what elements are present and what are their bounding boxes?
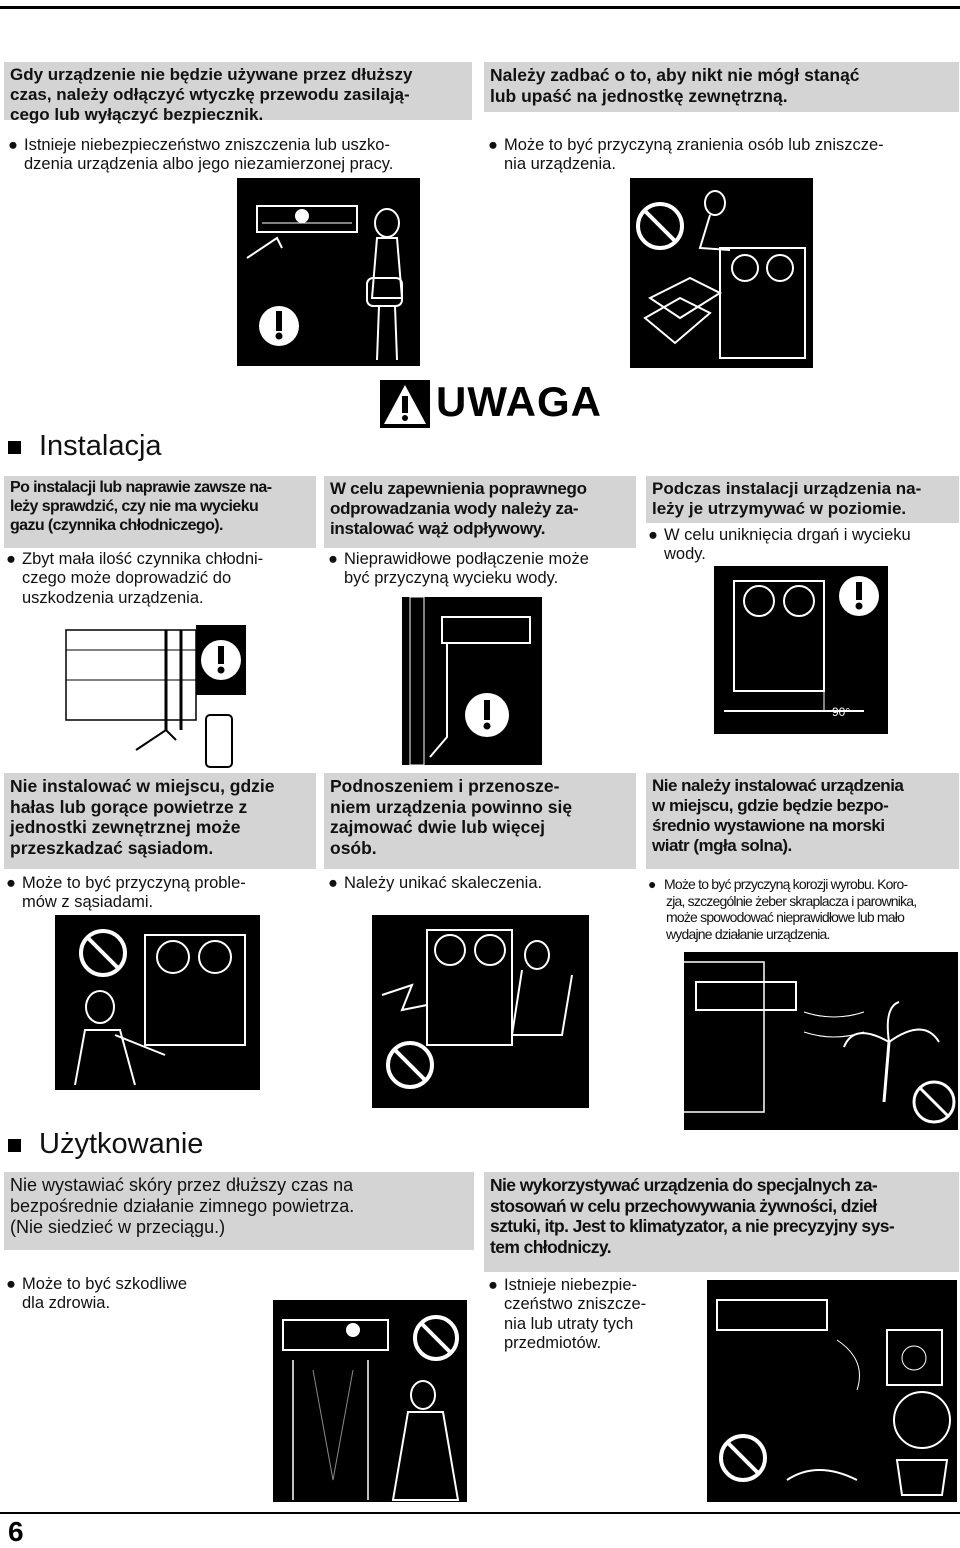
heading-line: bezpośrednie działanie zimnego powietrza. xyxy=(10,1196,355,1217)
heading-line: stosowań w celu przechowywania żywności, dzieł xyxy=(490,1195,877,1216)
bullet-dot: ● xyxy=(328,874,338,892)
warning-box-lifting xyxy=(324,773,636,869)
illustration-sea-wind xyxy=(684,952,958,1130)
bullet-dot: ● xyxy=(6,874,16,892)
bullet-line: nia lub utraty tych xyxy=(504,1314,634,1333)
heading-line: jednostki zewnętrznej może xyxy=(10,817,241,838)
section-title-text: Użytkowanie xyxy=(39,1128,204,1160)
heading-line: w miejscu, gdzie będzie bezpo- xyxy=(652,796,889,816)
section-title-installation xyxy=(8,430,162,463)
page-number: 6 xyxy=(8,1516,24,1547)
bullet-line: zja, szczególnie żeber skraplacza i parownika, xyxy=(666,892,917,909)
bullet-dot: ● xyxy=(488,136,498,154)
heading-line: Podczas instalacji urządzenia na- xyxy=(652,479,922,498)
heading-line: średnio wystawione na morski xyxy=(652,816,885,836)
bullet-line: Istnieje niebezpie- xyxy=(504,1276,637,1294)
bullet-no-standing xyxy=(488,136,884,175)
bullet-special-use xyxy=(488,1276,646,1354)
illustration-drain-hose xyxy=(402,597,542,765)
heading-line: wiatr (mgła solna). xyxy=(652,836,792,856)
illustration-special-use xyxy=(707,1280,957,1502)
bullet-neighbors xyxy=(6,874,246,913)
heading-line: Nie instalować w miejscu, gdzie xyxy=(10,776,275,796)
bullet-line: Może to być przyczyną proble- xyxy=(22,874,246,892)
illustration-unplug xyxy=(237,178,420,366)
bullet-line: Może to być przyczyną korozji wyrobu. Koro- xyxy=(664,876,908,892)
heading-line: hałas lub gorące powietrze z xyxy=(10,796,248,817)
illustration-lifting xyxy=(372,915,589,1108)
section-title-usage xyxy=(8,1128,203,1161)
section-square-icon xyxy=(8,1139,21,1152)
bullet-line: Istnieje niebezpieczeństwo zniszczenia lub uszko- xyxy=(24,136,390,154)
bullet-dot: ● xyxy=(488,1276,498,1294)
bullet-line: Należy unikać skaleczenia. xyxy=(344,874,543,892)
illustration-neighbors xyxy=(55,915,260,1090)
bullet-line: Nieprawidłowe podłączenie może xyxy=(344,550,589,568)
warning-box-level xyxy=(646,476,959,523)
heading-line: sztuki, itp. Jest to klimatyzator, a nie precyzyjny sys- xyxy=(490,1216,895,1237)
heading-line: odprowadzania wody należy za- xyxy=(330,499,579,519)
warning-box-sea-wind xyxy=(646,773,959,869)
bullet-dot: ● xyxy=(8,136,18,154)
heading-line: lub upaść na jednostkę zewnętrzną. xyxy=(490,85,788,106)
heading-line: Nie wykorzystywać urządzenia do specjalnych za- xyxy=(490,1175,878,1195)
heading-line: przeszkadzać sąsiadom. xyxy=(10,837,214,858)
top-rule xyxy=(0,6,960,9)
bullet-line: czeństwo zniszcze- xyxy=(504,1295,647,1314)
bullet-dot: ● xyxy=(648,526,658,544)
heading-line: Podnoszeniem i przenosze- xyxy=(330,776,560,796)
section-square-icon xyxy=(8,441,21,454)
heading-line: zajmować dwie lub więcej xyxy=(330,817,545,838)
bullet-line: nia urządzenia. xyxy=(504,155,616,174)
heading-line: leży sprawdzić, czy nie ma wycieku xyxy=(10,497,259,515)
bullet-line: wody. xyxy=(664,545,706,564)
bullet-line: przedmiotów. xyxy=(504,1334,602,1353)
bullet-lifting xyxy=(328,874,542,893)
angle-label: 90° xyxy=(832,705,851,719)
bullet-unplug xyxy=(8,136,393,175)
illustration-no-standing xyxy=(630,178,813,368)
warning-box-cold-air xyxy=(4,1172,474,1250)
illustration-level xyxy=(714,566,888,734)
bullet-line: Może to być szkodliwe xyxy=(22,1275,188,1293)
bullet-line: może spowodować nieprawidłowe lub mało xyxy=(666,909,905,926)
bullet-line: Zbyt mała ilość czynnika chłodni- xyxy=(22,550,264,568)
heading-line: leży je utrzymywać w poziomie. xyxy=(652,499,907,519)
caution-word: UWAGA xyxy=(436,378,602,425)
bullet-dot: ● xyxy=(6,1275,16,1293)
bullet-sea-wind xyxy=(648,876,916,942)
warning-box-unplug xyxy=(4,62,472,125)
bullet-dot: ● xyxy=(328,550,338,568)
bullet-line: Może to być przyczyną zranienia osób lub zniszcze- xyxy=(504,136,884,154)
heading-line: W celu zapewnienia poprawnego xyxy=(330,479,587,498)
bullet-line: dla zdrowia. xyxy=(22,1294,111,1313)
heading-line: Nie wystawiać skóry przez dłuższy czas na xyxy=(10,1175,354,1195)
warning-box-gas-leak xyxy=(4,476,316,548)
bullet-cold-air xyxy=(6,1275,187,1314)
heading-line: niem urządzenia powinno się xyxy=(330,796,573,817)
warning-box-special-use xyxy=(484,1172,959,1272)
heading-line: Nie należy instalować urządzenia xyxy=(652,776,904,795)
bullet-dot: ● xyxy=(648,876,656,892)
bullet-line: być przyczyną wycieku wody. xyxy=(344,569,559,588)
bullet-line: czego może doprowadzić do xyxy=(22,569,232,588)
bullet-line: mów z sąsiadami. xyxy=(22,893,154,912)
heading-line: czas, należy odłączyć wtyczkę przewodu zasilają- xyxy=(10,85,410,105)
bullet-dot: ● xyxy=(6,550,16,568)
bullet-line: wydajne działanie urządzenia. xyxy=(666,925,830,942)
section-title-text: Instalacja xyxy=(39,430,162,462)
heading-line: Gdy urządzenie nie będzie używane przez dłuższy xyxy=(10,65,413,84)
illustration-gas-leak xyxy=(56,620,252,772)
bullet-line: uszkodzenia urządzenia. xyxy=(22,588,204,607)
heading-line: tem chłodniczy. xyxy=(490,1236,611,1257)
bullet-level xyxy=(648,526,911,565)
heading-line: gazu (czynnika chłodniczego). xyxy=(10,516,223,534)
heading-line: instalować wąż odpływowy. xyxy=(330,519,546,539)
warning-box-drain-hose xyxy=(324,476,636,548)
heading-line: osób. xyxy=(330,837,377,858)
heading-line: Po instalacji lub naprawie zawsze na- xyxy=(10,479,272,496)
bullet-drain-hose xyxy=(328,550,589,589)
heading-line: (Nie siedzieć w przeciągu.) xyxy=(10,1217,226,1238)
heading-line: Należy zadbać o to, aby nikt nie mógł stanąć xyxy=(490,65,860,85)
bullet-line: W celu uniknięcia drgań i wycieku xyxy=(664,526,911,544)
warning-box-neighbors xyxy=(4,773,316,869)
bottom-rule xyxy=(0,1512,960,1514)
heading-line: cego lub wyłączyć bezpiecznik. xyxy=(10,105,264,125)
illustration-cold-air xyxy=(273,1300,467,1502)
bullet-gas-leak xyxy=(6,550,263,608)
warning-box-no-standing xyxy=(484,62,959,112)
warning-triangle-icon xyxy=(380,380,430,428)
bullet-line: dzenia urządzenia albo jego niezamierzonej pracy. xyxy=(24,155,394,174)
